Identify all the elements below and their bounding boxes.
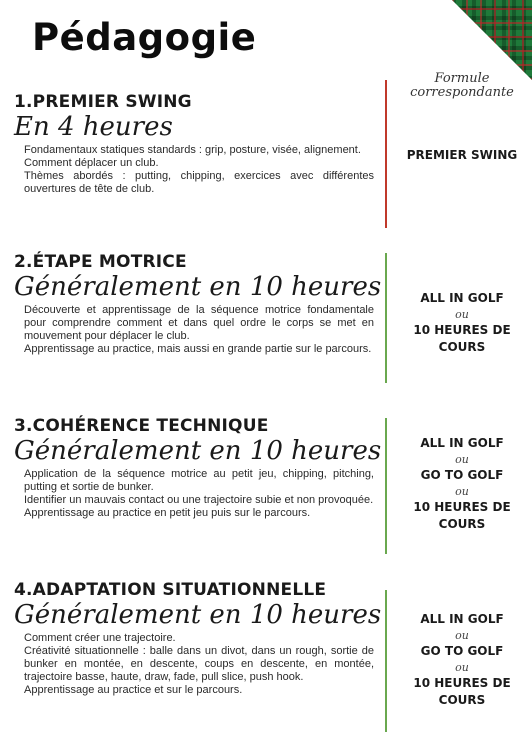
formula-or: ou [455, 485, 469, 498]
formula-name: ALL IN GOLF [420, 291, 504, 305]
page-title: Pédagogie [32, 16, 257, 59]
formula-or: ou [455, 453, 469, 466]
description-line: Comment créer une trajectoire. [24, 632, 176, 644]
section-adaptation-situationnelle [14, 580, 382, 697]
description-line: Créativité situationnelle : balle dans un divot, dans un rough, sortie de bunker en montée, en descente, coups en descente, en montée, trajectoire basse, haute, draw, fade, pull slice, push hook. [24, 645, 374, 683]
divider-line [385, 418, 387, 554]
section-duration: En 4 heures [14, 112, 173, 142]
formula-premier-swing [392, 147, 532, 164]
description-line: Fondamentaux statiques standards : grip, posture, visée, alignement. [24, 144, 361, 156]
section-description [14, 144, 374, 196]
formula-or: ou [455, 661, 469, 674]
formula-name: ALL IN GOLF [420, 612, 504, 626]
section-duration: Généralement en 10 heures [14, 436, 382, 466]
formula-etape-motrice [392, 290, 532, 356]
formula-name: 10 HEURES DE COURS [413, 676, 511, 707]
section-title: 4.ADAPTATION SITUATIONNELLE [14, 580, 327, 600]
plaid-corner-decoration [452, 0, 532, 80]
description-line: Apprentissage au practice et sur le parcours. [24, 684, 243, 696]
divider-line [385, 590, 387, 732]
formula-name: 10 HEURES DE COURS [413, 500, 511, 531]
section-title: 1.PREMIER SWING [14, 92, 192, 112]
section-duration: Généralement en 10 heures [14, 272, 382, 302]
divider-line [385, 253, 387, 383]
section-coherence-technique [14, 416, 382, 520]
description-line: Apprentissage au practice, mais aussi en grande partie sur le parcours. [24, 343, 372, 355]
formula-name: ALL IN GOLF [420, 436, 504, 450]
description-line: Apprentissage au practice en petit jeu puis sur le parcours. [24, 507, 311, 519]
section-title: 2.ÉTAPE MOTRICE [14, 252, 187, 272]
formula-adaptation-situationnelle [392, 611, 532, 709]
description-line: Comment déplacer un club. [24, 157, 159, 169]
section-etape-motrice [14, 252, 382, 356]
description-line: Identifier un mauvais contact ou une trajectoire subie et non provoquée. [24, 494, 374, 506]
formula-column-header: Formule correspondante [410, 71, 514, 100]
formula-name: PREMIER SWING [406, 148, 518, 162]
section-description [14, 468, 374, 520]
section-premier-swing [14, 92, 374, 196]
formula-name: GO TO GOLF [420, 644, 504, 658]
section-description [14, 304, 374, 356]
formula-name: 10 HEURES DE COURS [413, 323, 511, 354]
section-duration: Généralement en 10 heures [14, 600, 382, 630]
formula-name: GO TO GOLF [420, 468, 504, 482]
description-line: Thèmes abordés : putting, chipping, exercices avec différentes ouvertures de tête de club. [24, 170, 374, 195]
description-line: Application de la séquence motrice au petit jeu, chipping, pitching, putting et sortie de bunker. [24, 468, 374, 493]
formula-or: ou [455, 308, 469, 321]
section-description [14, 632, 374, 697]
formula-or: ou [455, 629, 469, 642]
divider-line [385, 80, 387, 228]
formula-coherence-technique [392, 435, 532, 533]
description-line: Découverte et apprentissage de la séquence motrice fondamentale pour comprendre comment et dans quel ordre le corps se met en mouvement pour déplacer le club. [24, 304, 374, 342]
section-title: 3.COHÉRENCE TECHNIQUE [14, 416, 269, 436]
